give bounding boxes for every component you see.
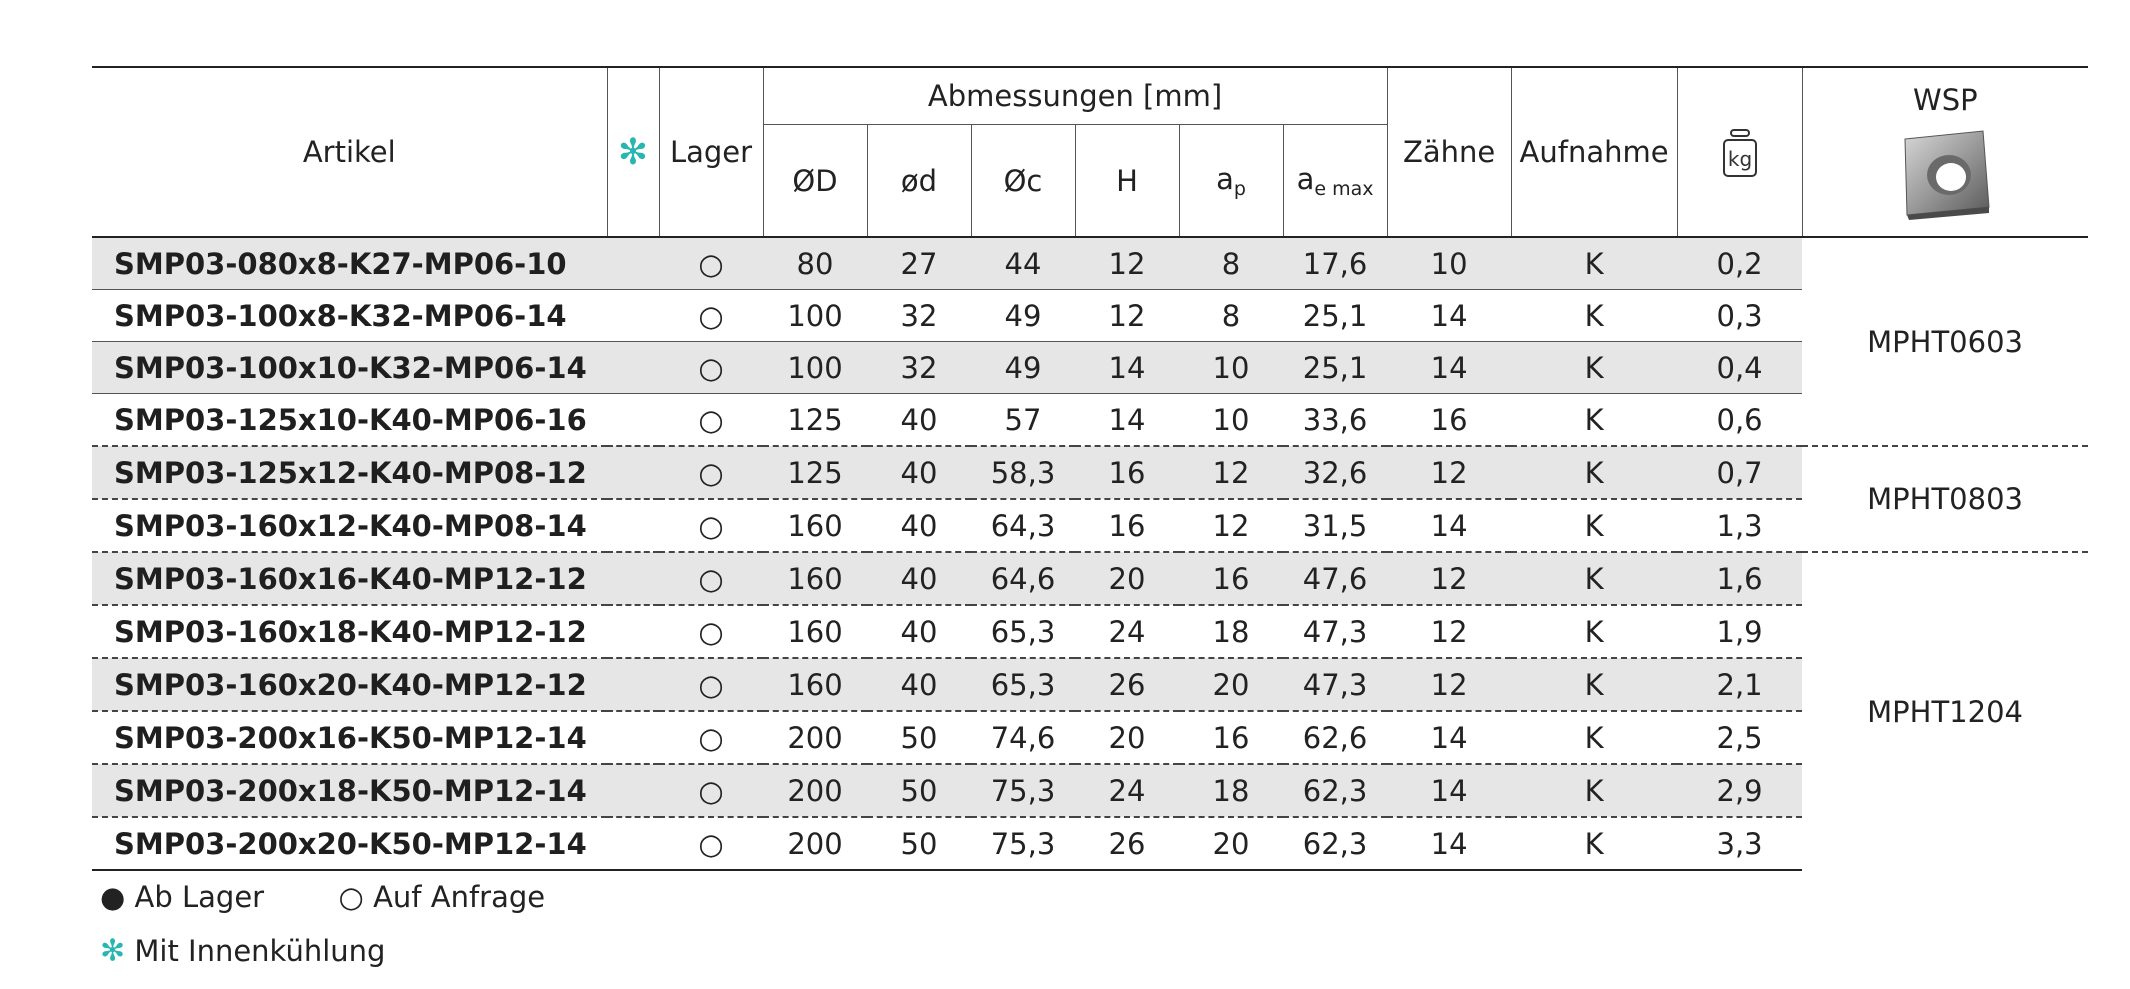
cell-artikel: SMP03-200x20-K50-MP12-14 [92, 817, 607, 870]
snowflake-icon: ✻ [617, 131, 649, 173]
cell-ap: 20 [1179, 658, 1283, 711]
cell-aufnahme: K [1511, 342, 1677, 394]
table-row [92, 764, 2088, 817]
cell-ae: 47,6 [1283, 552, 1387, 605]
ae-sub: e max [1314, 177, 1374, 200]
legend-innenkuehlung: Mit Innenkühlung [134, 934, 386, 968]
cell-d-outer: 200 [763, 711, 867, 764]
header-lager: Lager [659, 67, 763, 237]
header-artikel: Artikel [302, 135, 396, 169]
cell-zaehne: 12 [1387, 658, 1511, 711]
cell-ap: 8 [1179, 290, 1283, 342]
cell-d-inner: 40 [867, 605, 971, 658]
cell-d-c: 75,3 [971, 817, 1075, 870]
cell-ap: 18 [1179, 764, 1283, 817]
cell-ae: 62,6 [1283, 711, 1387, 764]
cell-cooling [607, 446, 659, 499]
cell-aufnahme: K [1511, 237, 1677, 290]
cell-lager: ○ [659, 711, 763, 764]
cell-artikel: SMP03-100x10-K32-MP06-14 [92, 342, 607, 394]
cell-h: 26 [1075, 817, 1179, 870]
cell-d-inner: 50 [867, 711, 971, 764]
cell-d-c: 65,3 [971, 658, 1075, 711]
ae-main: a [1296, 161, 1315, 196]
header-d-c: Øc [971, 125, 1075, 238]
cell-zaehne: 16 [1387, 394, 1511, 447]
cell-cooling [607, 658, 659, 711]
cell-aufnahme: K [1511, 658, 1677, 711]
cell-artikel: SMP03-160x16-K40-MP12-12 [92, 552, 607, 605]
cell-lager: ○ [659, 499, 763, 552]
legend-ab-lager: Ab Lager [134, 880, 265, 914]
cell-lager: ○ [659, 290, 763, 342]
cell-cooling [607, 342, 659, 394]
cell-cooling [607, 605, 659, 658]
cell-weight: 0,6 [1677, 394, 1802, 447]
cell-lager: ○ [659, 552, 763, 605]
header-d-inner: ød [867, 125, 971, 238]
table-row [92, 237, 2088, 290]
cell-d-c: 65,3 [971, 605, 1075, 658]
cell-d-inner: 32 [867, 342, 971, 394]
cell-ae: 25,1 [1283, 290, 1387, 342]
cell-lager: ○ [659, 394, 763, 447]
header-zaehne: Zähne [1387, 67, 1511, 237]
cell-aufnahme: K [1511, 552, 1677, 605]
cell-wsp-group: MPHT0603 [1802, 237, 2088, 446]
cell-zaehne: 14 [1387, 290, 1511, 342]
cell-zaehne: 14 [1387, 817, 1511, 870]
cell-d-c: 58,3 [971, 446, 1075, 499]
open-circle-icon: ○ [338, 880, 364, 914]
cell-lager: ○ [659, 237, 763, 290]
cell-d-outer: 125 [763, 446, 867, 499]
cell-ap: 16 [1179, 711, 1283, 764]
cell-weight: 2,1 [1677, 658, 1802, 711]
cell-artikel: SMP03-160x20-K40-MP12-12 [92, 658, 607, 711]
cell-lager: ○ [659, 605, 763, 658]
cell-ap: 8 [1179, 237, 1283, 290]
table-row [92, 817, 2088, 870]
cell-aufnahme: K [1511, 817, 1677, 870]
cell-cooling [607, 552, 659, 605]
cell-h: 12 [1075, 290, 1179, 342]
svg-text:kg: kg [1727, 147, 1752, 171]
cell-zaehne: 12 [1387, 446, 1511, 499]
legend-cooling [100, 932, 385, 969]
cell-d-outer: 100 [763, 342, 867, 394]
header-aufnahme: Aufnahme [1511, 67, 1677, 237]
cell-d-outer: 160 [763, 499, 867, 552]
cell-wsp-group: MPHT0803 [1802, 446, 2088, 552]
header-wsp [1802, 67, 2088, 237]
cell-lager: ○ [659, 446, 763, 499]
legend-stock [100, 878, 545, 914]
cell-weight: 0,2 [1677, 237, 1802, 290]
cell-d-inner: 27 [867, 237, 971, 290]
cell-d-outer: 160 [763, 658, 867, 711]
cell-ae: 47,3 [1283, 658, 1387, 711]
cell-aufnahme: K [1511, 764, 1677, 817]
cell-d-c: 57 [971, 394, 1075, 447]
cell-lager: ○ [659, 658, 763, 711]
cell-zaehne: 12 [1387, 552, 1511, 605]
cell-aufnahme: K [1511, 605, 1677, 658]
cell-h: 24 [1075, 605, 1179, 658]
cell-d-outer: 160 [763, 552, 867, 605]
cell-cooling [607, 499, 659, 552]
cell-d-outer: 200 [763, 817, 867, 870]
cell-zaehne: 14 [1387, 711, 1511, 764]
header-ap [1179, 125, 1283, 238]
cell-d-outer: 125 [763, 394, 867, 447]
snowflake-icon: ✻ [100, 933, 126, 969]
cell-h: 16 [1075, 446, 1179, 499]
cell-aufnahme: K [1511, 446, 1677, 499]
table-row [92, 290, 2088, 342]
cell-weight: 3,3 [1677, 817, 1802, 870]
cell-d-inner: 40 [867, 446, 971, 499]
weight-kg-icon [1720, 124, 1760, 180]
cell-aufnahme: K [1511, 499, 1677, 552]
cell-ae: 47,3 [1283, 605, 1387, 658]
cell-lager: ○ [659, 817, 763, 870]
cell-d-inner: 40 [867, 658, 971, 711]
cell-lager: ○ [659, 764, 763, 817]
cell-d-c: 49 [971, 342, 1075, 394]
ap-sub: p [1233, 177, 1246, 200]
filled-circle-icon: ● [100, 880, 126, 914]
cell-artikel: SMP03-200x18-K50-MP12-14 [92, 764, 607, 817]
cell-ap: 16 [1179, 552, 1283, 605]
cell-h: 14 [1075, 342, 1179, 394]
cell-d-outer: 160 [763, 605, 867, 658]
cell-d-c: 75,3 [971, 764, 1075, 817]
header-cooling [607, 67, 659, 237]
cell-ap: 10 [1179, 342, 1283, 394]
cell-ae: 31,5 [1283, 499, 1387, 552]
table-row [92, 499, 2088, 552]
cell-aufnahme: K [1511, 290, 1677, 342]
cell-cooling [607, 237, 659, 290]
cell-ae: 62,3 [1283, 817, 1387, 870]
product-table [92, 66, 2088, 871]
cell-d-c: 64,3 [971, 499, 1075, 552]
cell-d-c: 64,6 [971, 552, 1075, 605]
header-dimensions-group: Abmessungen [mm] [763, 67, 1387, 125]
cell-ap: 12 [1179, 446, 1283, 499]
cell-ap: 18 [1179, 605, 1283, 658]
cell-cooling [607, 817, 659, 870]
table-row [92, 446, 2088, 499]
cell-d-inner: 40 [867, 394, 971, 447]
cell-zaehne: 14 [1387, 342, 1511, 394]
cell-artikel: SMP03-100x8-K32-MP06-14 [92, 290, 607, 342]
cell-weight: 2,9 [1677, 764, 1802, 817]
cell-d-outer: 80 [763, 237, 867, 290]
cell-cooling [607, 394, 659, 447]
cell-artikel: SMP03-160x18-K40-MP12-12 [92, 605, 607, 658]
cell-cooling [607, 764, 659, 817]
cell-artikel: SMP03-160x12-K40-MP08-14 [92, 499, 607, 552]
table-row [92, 711, 2088, 764]
cell-weight: 1,9 [1677, 605, 1802, 658]
cell-d-inner: 50 [867, 764, 971, 817]
cell-h: 14 [1075, 394, 1179, 447]
header-weight [1677, 67, 1802, 237]
cell-d-inner: 40 [867, 499, 971, 552]
cell-artikel: SMP03-080x8-K27-MP06-10 [92, 237, 607, 290]
cell-h: 20 [1075, 552, 1179, 605]
cell-h: 12 [1075, 237, 1179, 290]
cell-artikel: SMP03-200x16-K50-MP12-14 [92, 711, 607, 764]
header-d-outer: ØD [763, 125, 867, 238]
cell-ae: 33,6 [1283, 394, 1387, 447]
cell-d-c: 44 [971, 237, 1075, 290]
cell-zaehne: 14 [1387, 499, 1511, 552]
cell-h: 16 [1075, 499, 1179, 552]
cell-ap: 12 [1179, 499, 1283, 552]
cell-ap: 10 [1179, 394, 1283, 447]
header-h: H [1075, 125, 1179, 238]
wsp-label: WSP [1913, 83, 1978, 117]
cell-ae: 17,6 [1283, 237, 1387, 290]
cell-ap: 20 [1179, 817, 1283, 870]
cell-ae: 25,1 [1283, 342, 1387, 394]
cell-ae: 32,6 [1283, 446, 1387, 499]
table-row [92, 605, 2088, 658]
cell-weight: 2,5 [1677, 711, 1802, 764]
cell-d-c: 49 [971, 290, 1075, 342]
cell-weight: 1,6 [1677, 552, 1802, 605]
table-row [92, 552, 2088, 605]
insert-image-icon [1897, 125, 1993, 221]
cell-h: 20 [1075, 711, 1179, 764]
cell-weight: 0,3 [1677, 290, 1802, 342]
cell-cooling [607, 711, 659, 764]
cell-h: 26 [1075, 658, 1179, 711]
legend-auf-anfrage: Auf Anfrage [373, 880, 546, 914]
cell-h: 24 [1075, 764, 1179, 817]
cell-aufnahme: K [1511, 394, 1677, 447]
cell-artikel: SMP03-125x10-K40-MP06-16 [92, 394, 607, 447]
cell-cooling [607, 290, 659, 342]
cell-zaehne: 12 [1387, 605, 1511, 658]
header-ae [1283, 125, 1387, 238]
cell-zaehne: 14 [1387, 764, 1511, 817]
cell-d-outer: 100 [763, 290, 867, 342]
cell-artikel: SMP03-125x12-K40-MP08-12 [92, 446, 607, 499]
cell-weight: 0,7 [1677, 446, 1802, 499]
cell-d-inner: 32 [867, 290, 971, 342]
cell-d-inner: 50 [867, 817, 971, 870]
cell-lager: ○ [659, 342, 763, 394]
table-row [92, 394, 2088, 447]
table-row [92, 342, 2088, 394]
ap-main: a [1216, 161, 1234, 196]
cell-weight: 1,3 [1677, 499, 1802, 552]
cell-weight: 0,4 [1677, 342, 1802, 394]
cell-d-inner: 40 [867, 552, 971, 605]
cell-ae: 62,3 [1283, 764, 1387, 817]
cell-d-outer: 200 [763, 764, 867, 817]
cell-d-c: 74,6 [971, 711, 1075, 764]
table-row [92, 658, 2088, 711]
cell-wsp-group: MPHT1204 [1802, 552, 2088, 870]
cell-zaehne: 10 [1387, 237, 1511, 290]
cell-aufnahme: K [1511, 711, 1677, 764]
